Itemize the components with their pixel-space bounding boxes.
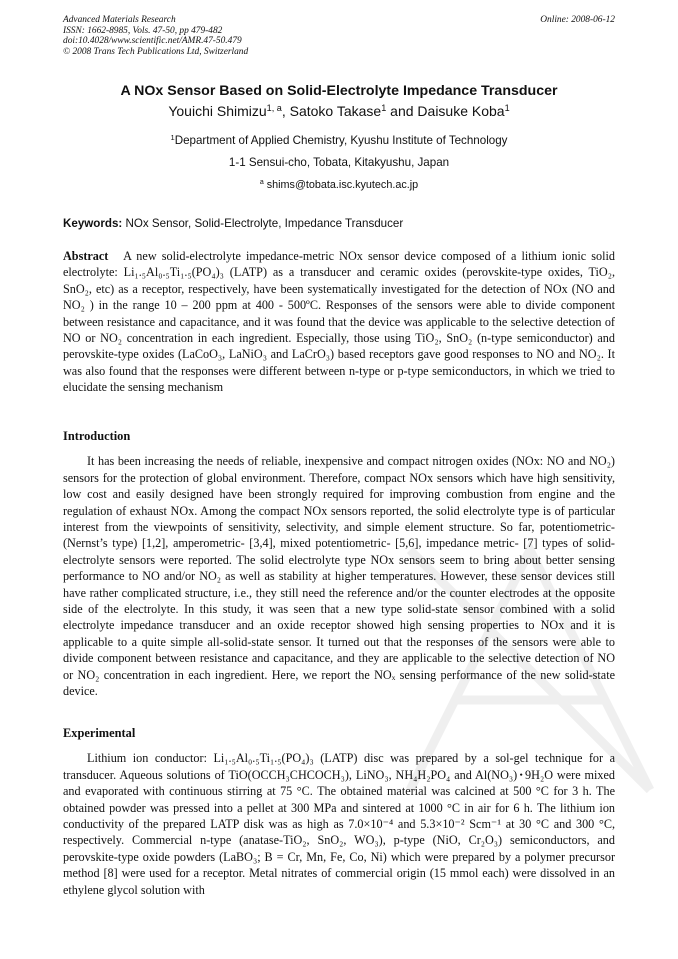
email-line [0,174,678,196]
experimental-text: Lithium ion conductor: Li₁.₅Al₀.₅Ti₁.₅(PO₄)₃ (LATP) disc was prepared by a sol-gel technique for a transducer. Aqueous solutions of TiO(OCCH₃CHCOCH₃), LiNO₃, NH₄H₂PO₄ and Al(NO₃)･9H₂O were mixed and evaporated with continuous stirring at 75 °C. The obtained material was calcined at 500 °C for 3 h. The obtained powder was pressed into a pellet at 300 MPa and sintered at 1000 °C in air for 6 h. The lithium ion conductivity of the prepared LATP disk was as high as 7.0×10⁻⁴ and 5.3×10⁻² Scm⁻¹ at 30 °C and 300 °C, respectively. Commercial n-type (anatase-TiO₂, SnO₂, WO₃), p-type (NiO, Cr₂O₃) semiconductors, and perovskite-type oxide powders (LaBO₃; B = Cr, Mn, Fe, Co, Ni) which were prepared by a polymer precursor method [8] were used for a receptor. Metal nitrates of commercial origin (15 mmol each) were dissolved in an ethylene glycol solution with [63,751,615,897]
keywords-label: Keywords: [63,217,123,230]
author-name: Satoko Takase [289,103,382,119]
author-name: Youichi Shimizu [168,103,267,119]
copyright-line: © 2008 Trans Tech Publications Ltd, Switzerland [63,46,249,57]
title-block [0,82,678,196]
abstract-section [63,248,615,396]
abstract-label: Abstract [63,249,109,263]
affiliation [0,130,678,152]
email-mark: a [259,179,264,187]
experimental-section [63,725,615,898]
email-address: shims@tobata.isc.kyutech.ac.jp [263,179,419,191]
affiliation-mark: 1 [170,132,175,142]
author-affiliation-mark: 1, a [266,103,282,113]
author-separator: , [281,103,290,119]
journal-header [63,15,248,57]
abstract-text: A new solid-electrolyte impedance-metric NOx sensor device composed of a lithium ionic solid electrolyte: Li₁.₅Al₀.₅Ti₁.₅(PO₄)₃ (LATP) as a transducer and ceramic oxides (perovskite-type oxides, TiO₂, SnO₂, etc) as a receptor, respectively, have been systematically investigated for the detection of NOx (NO and NO₂ ) in the range 10 – 200 ppm at 400 - 500ºC. Responses of the sensors were able to divide component between resistance and capacitance, and it was found that the device was applicable to the selective detection of NO or NO₂ concentration in each ingredient. Especially, those using TiO₂, SnO₂ (n-type semiconductor) and perovskite-type oxides (LaCoO₃, LaNiO₃ and LaCrO₃) based receptors gave good responses to NO and NO₂. It was also found that the responses were different between n-type or p-type semiconductors, in which we tried to elucidate the sensing mechanism [63,249,616,395]
section-heading: Experimental [63,726,136,740]
introduction-section [63,428,615,700]
author-affiliation-mark: 1 [381,103,387,113]
affiliation-text: Department of Applied Chemistry, Kyushu Institute of Technology [174,134,508,147]
author-affiliation-mark: 1 [504,103,510,113]
author-list [0,101,678,121]
keywords-text: NOx Sensor, Solid-Electrolyte, Impedance Transducer [122,217,404,230]
address: 1-1 Sensui-cho, Tobata, Kitakyushu, Japan [228,156,450,169]
introduction-text: It has been increasing the needs of reliable, inexpensive and compact nitrogen oxides (NOx: NO and NO₂) sensors for the protection of global environment. Therefore, compact NOx sensors which have high sensitivity, low cost and easily designed have been strongly required for improving combustion from engine and the regulation of exhaust NOx. Among the compact NOx sensors reported, the solid electrolyte type is of particular interest from the viewpoints of sensitivity, selectivity, and simple element structure. So far, potentiometric- (Nernst’s type) [1,2], amperometric- [3,4], mixed potentiometric- [5,6], impedance metric- [7] types of solid-electrolyte sensors were reported. The solid electrolyte type NOx sensors seem to bring about better sensing performance to NO and/or NO₂ as well as stability at higher temperatures. However, these sensor devices still have rather complicated structure, i.e., they still need the reference and/or the counter electrodes at the opposite side of the electrolyte. In this study, it was seen that a new type solid-state sensor combined with a solid electrolyte impedance transducer and an oxide receptor showed high sensing properties to NOx and it is applicable to a quite simple all-solid-state sensor. It turned out that the responses of the sensors were able to divide component between resistance and capacitance, and they are applicable to the selective detection of NO or NO₂ concentration in each ingredient. Here, we report the NOₓ sensing performance of the new solid-state device. [63,454,615,699]
keywords [63,216,618,232]
section-heading: Introduction [63,429,131,443]
doi-line: doi:10.4028/www.scientific.net/AMR.47-50.479 [63,36,242,47]
online-date: Online: 2008-06-12 [540,15,615,25]
paper-title: A NOx Sensor Based on Solid-Electrolyte Impedance Transducer [120,83,558,99]
author-separator: and [386,103,418,119]
journal-name: Advanced Materials Research [63,15,176,25]
issn-line: ISSN: 1662-8985, Vols. 47-50, pp 479-482 [63,25,223,36]
author-name: Daisuke Koba [417,103,505,119]
